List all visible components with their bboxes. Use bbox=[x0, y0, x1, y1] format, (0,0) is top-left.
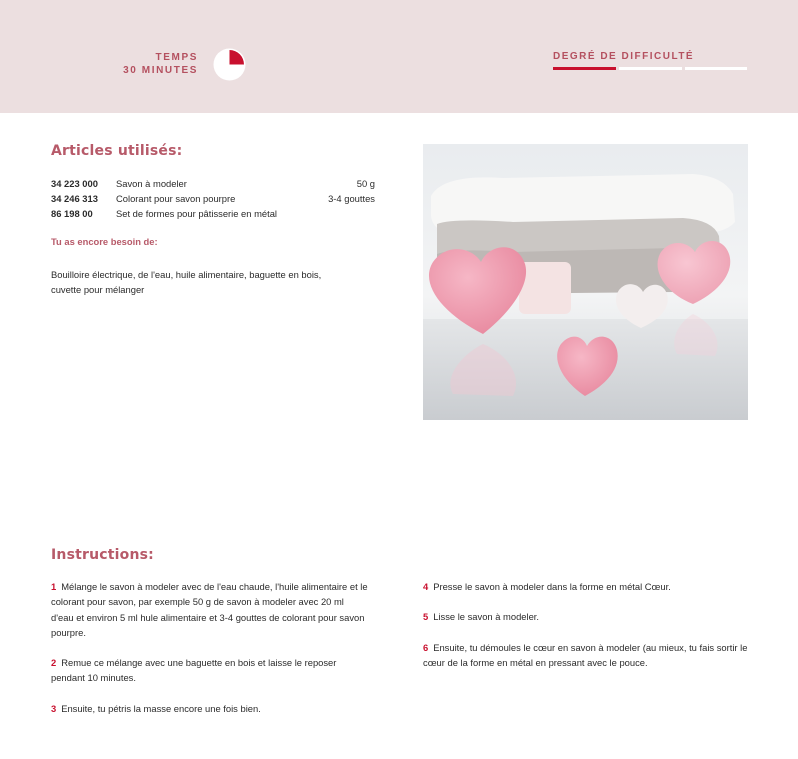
article-row bbox=[51, 191, 375, 206]
article-qty: 50 g bbox=[356, 178, 375, 189]
instructions-title: Instructions: bbox=[51, 547, 154, 563]
step-text: Ensuite, tu pétris la masse encore une fois bien. bbox=[61, 703, 261, 714]
difficulty-bar-2 bbox=[619, 67, 682, 70]
instruction-step bbox=[423, 609, 748, 624]
article-row bbox=[51, 176, 375, 191]
time-value: 30 MINUTES bbox=[123, 65, 198, 76]
step-number: 4 bbox=[423, 581, 429, 592]
step-number: 3 bbox=[51, 703, 57, 714]
step-text: Lisse le savon à modeler. bbox=[433, 611, 540, 622]
article-name: Colorant pour savon pourpre bbox=[116, 193, 236, 204]
step-number: 2 bbox=[51, 657, 57, 668]
article-code: 86 198 00 bbox=[51, 208, 93, 219]
article-name: Savon à modeler bbox=[116, 178, 187, 189]
step-number: 5 bbox=[423, 611, 429, 622]
article-name: Set de formes pour pâtisserie en métal bbox=[116, 208, 278, 219]
clock-icon bbox=[213, 48, 246, 81]
difficulty-bar-3 bbox=[685, 67, 747, 70]
article-code: 34 223 000 bbox=[51, 178, 98, 189]
needs-title: Tu as encore besoin de: bbox=[51, 236, 158, 247]
time-label: TEMPS bbox=[155, 52, 198, 63]
needs-text: Bouilloire électrique, de l'eau, huile alimentaire, baguette en bois, cuvette pour mélanger bbox=[51, 269, 322, 295]
instruction-step bbox=[51, 655, 369, 686]
instruction-step bbox=[51, 579, 369, 640]
instruction-step bbox=[423, 640, 748, 671]
step-text: Mélange le savon à modeler avec de l'eau chaude, l'huile alimentaire et le colorant pour savon, par exemple 50 g de savon à modeler avec 20 ml d'eau et environ 5 ml hule alimentaire et 3-4 gouttes de colorant pour savon pourpre. bbox=[51, 581, 368, 638]
step-number: 6 bbox=[423, 642, 429, 653]
articles-title: Articles utilisés: bbox=[51, 143, 183, 159]
article-code: 34 246 313 bbox=[51, 193, 98, 204]
instruction-step bbox=[51, 701, 369, 716]
difficulty-bar-1 bbox=[553, 67, 616, 70]
difficulty-label: DEGRÉ DE DIFFICULTÉ bbox=[553, 51, 695, 62]
step-text: Presse le savon à modeler dans la forme en métal Cœur. bbox=[433, 581, 671, 592]
articles-list bbox=[51, 176, 375, 221]
soap-hearts-photo bbox=[423, 144, 748, 420]
article-row bbox=[51, 206, 375, 221]
step-text: Remue ce mélange avec une baguette en bois et laisse le reposer pendant 10 minutes. bbox=[51, 657, 337, 684]
header-band bbox=[0, 0, 798, 113]
step-number: 1 bbox=[51, 581, 57, 592]
instruction-step bbox=[423, 579, 748, 594]
article-qty: 3-4 gouttes bbox=[328, 193, 375, 204]
step-text: Ensuite, tu démoules le cœur en savon à modeler (au mieux, tu fais sortir le cœur de la forme en métal en pressant avec le pouce. bbox=[423, 642, 748, 669]
